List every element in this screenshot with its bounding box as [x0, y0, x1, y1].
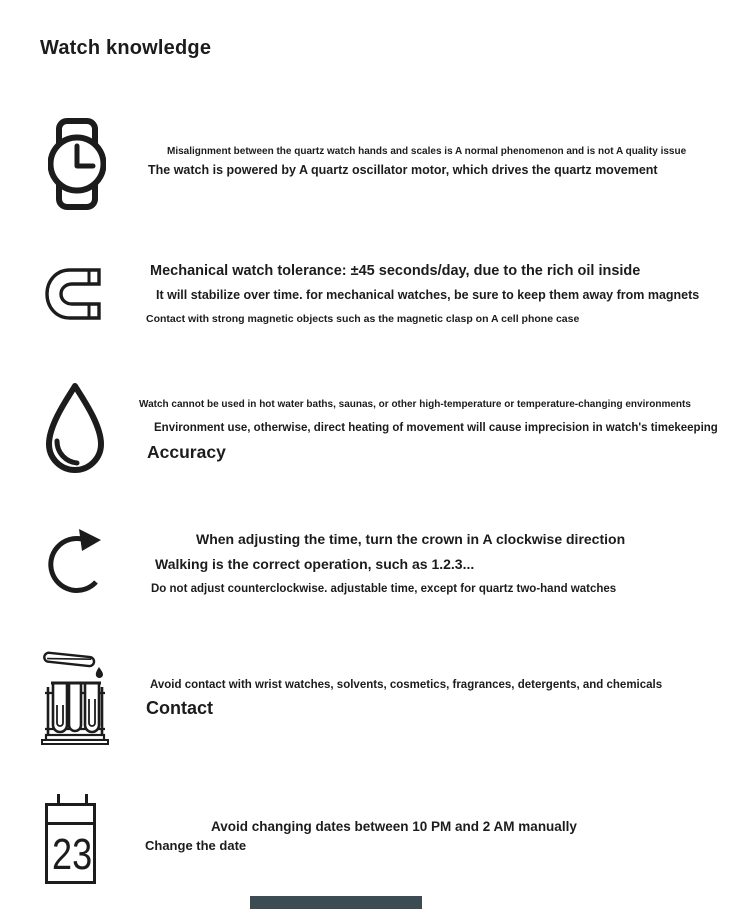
quartz-main-line: The watch is powered by A quartz oscillator motor, which drives the quartz movement — [148, 163, 658, 177]
magnet-sub-line: It will stabilize over time. for mechanical watches, be sure to keep them away from magnets — [156, 288, 700, 302]
calendar-day-number: 23 — [52, 830, 93, 879]
magnet-main-line: Mechanical watch tolerance: ±45 seconds/day, due to the rich oil inside — [150, 263, 641, 279]
test-tubes-icon — [40, 649, 110, 745]
wristwatch-icon — [48, 118, 106, 210]
date-main-line: Avoid changing dates between 10 PM and 2 AM manually — [211, 819, 577, 834]
magnet-icon — [43, 266, 103, 322]
accuracy-note-line: Watch cannot be used in hot water baths, saunas, or other high-temperature or temperature-changing environments — [139, 399, 691, 410]
quartz-note-line: Misalignment between the quartz watch hands and scales is A normal phenomenon and is not A quality issue — [167, 146, 687, 157]
contact-main-line: Avoid contact with wrist watches, solvents, cosmetics, fragrances, detergents, and chemicals — [150, 679, 663, 691]
accuracy-heading: Accuracy — [147, 442, 226, 462]
magnet-note-line: Contact with strong magnetic objects such as the magnetic clasp on A cell phone case — [146, 313, 580, 325]
bottom-scroll-indicator[interactable] — [250, 896, 422, 909]
date-sub-line: Change the date — [145, 838, 247, 853]
adjust-note-line: Do not adjust counterclockwise. adjustable time, except for quartz two-hand watches — [151, 583, 617, 595]
calendar-body — [45, 803, 96, 884]
contact-heading: Contact — [146, 698, 213, 718]
adjust-main-line: When adjusting the time, turn the crown in A clockwise direction — [196, 531, 626, 547]
calendar-header-line — [48, 806, 93, 825]
clockwise-arrow-icon — [43, 526, 105, 600]
adjust-sub-line: Walking is the correct operation, such as 1.2.3... — [155, 556, 475, 572]
water-drop-icon — [40, 381, 110, 479]
calendar-icon — [45, 794, 96, 884]
accuracy-sub-line: Environment use, otherwise, direct heating of movement will cause imprecision in watch's timekeeping — [154, 422, 718, 434]
page-title: Watch knowledge — [40, 37, 212, 59]
